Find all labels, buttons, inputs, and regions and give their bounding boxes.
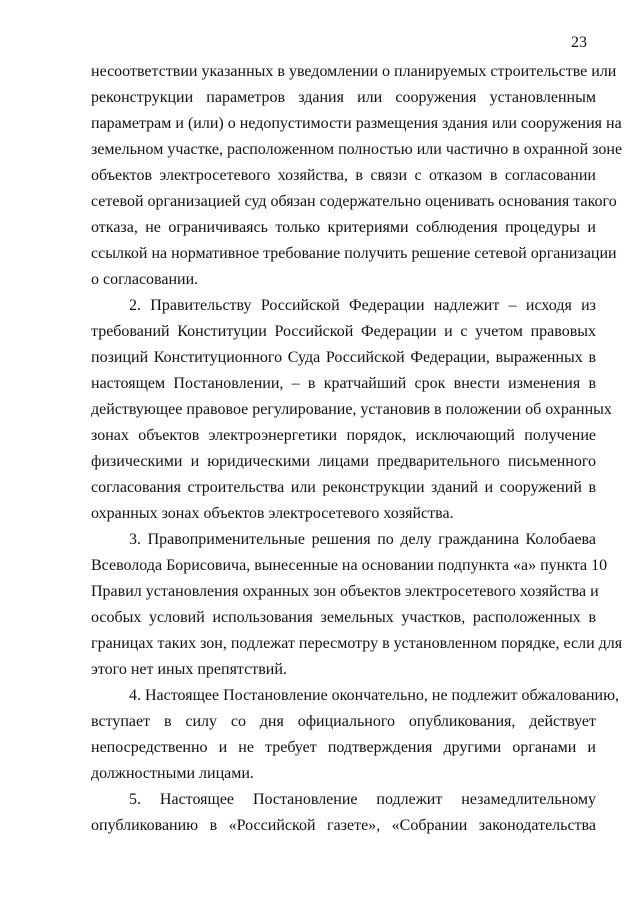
text-line: настоящем Постановлении, – в кратчайший срок внести изменения в: [91, 375, 596, 392]
document-body: [91, 59, 623, 839]
text-line: земельном участке, расположенном полностью или частично в охранной зоне: [91, 141, 623, 158]
text-line: особых условий использования земельных участков, расположенных в: [91, 609, 596, 626]
text-line: Всеволода Борисовича, вынесенные на основании подпункта «а» пункта 10: [91, 557, 608, 574]
text-line: вступает в силу со дня официального опубликования, действует: [91, 713, 596, 730]
text-line: опубликованию в «Российской газете», «Собрании законодательства: [91, 817, 596, 834]
text-line: 5. Настоящее Постановление подлежит незамедлительному: [129, 791, 596, 808]
text-line: сетевой организацией суд обязан содержательно оценивать основания такого: [91, 193, 617, 210]
text-line: реконструкции параметров здания или сооружения установленным: [91, 89, 596, 106]
page-number: 23: [571, 34, 587, 51]
text-line: непосредственно и не требует подтверждения другими органами и: [91, 739, 596, 756]
text-line: 2. Правительству Российской Федерации надлежит – исходя из: [129, 297, 596, 314]
text-line: физическими и юридическими лицами предварительного письменного: [91, 453, 596, 470]
text-line: позиций Конституционного Суда Российской Федерации, выраженных в: [91, 349, 596, 366]
text-line: требований Конституции Российской Федерации и с учетом правовых: [91, 323, 596, 340]
text-line: ссылкой на нормативное требование получить решение сетевой организации: [91, 245, 617, 262]
text-line: о согласовании.: [91, 271, 199, 288]
text-line: отказа, не ограничиваясь только критериями соблюдения процедуры и: [91, 219, 596, 236]
text-line: должностными лицами.: [91, 765, 254, 782]
text-line: этого нет иных препятствий.: [91, 661, 287, 678]
text-line: действующее правовое регулирование, установив в положении об охранных: [91, 401, 612, 418]
text-line: объектов электросетевого хозяйства, в связи с отказом в согласовании: [91, 167, 596, 184]
text-line: 4. Настоящее Постановление окончательно, не подлежит обжалованию,: [129, 687, 620, 704]
text-line: зонах объектов электроэнергетики порядок, исключающий получение: [91, 427, 596, 444]
text-line: границах таких зон, подлежат пересмотру в установленном порядке, если для: [91, 635, 623, 652]
paragraph-3: [91, 527, 623, 683]
paragraph-1: [91, 59, 623, 293]
paragraph-2: [91, 293, 612, 527]
text-line: 3. Правоприменительные решения по делу гражданина Колобаева: [129, 531, 596, 548]
paragraph-5: [91, 787, 596, 839]
text-line: параметрам и (или) о недопустимости размещения здания или сооружения на: [91, 115, 622, 132]
text-line: согласования строительства или реконструкции зданий и сооружений в: [91, 479, 596, 496]
text-line: несоответствии указанных в уведомлении о планируемых строительстве или: [91, 63, 617, 80]
paragraph-4: [91, 683, 620, 787]
text-line: Правил установления охранных зон объектов электросетевого хозяйства и: [91, 583, 599, 600]
text-line: охранных зонах объектов электросетевого хозяйства.: [91, 505, 454, 522]
